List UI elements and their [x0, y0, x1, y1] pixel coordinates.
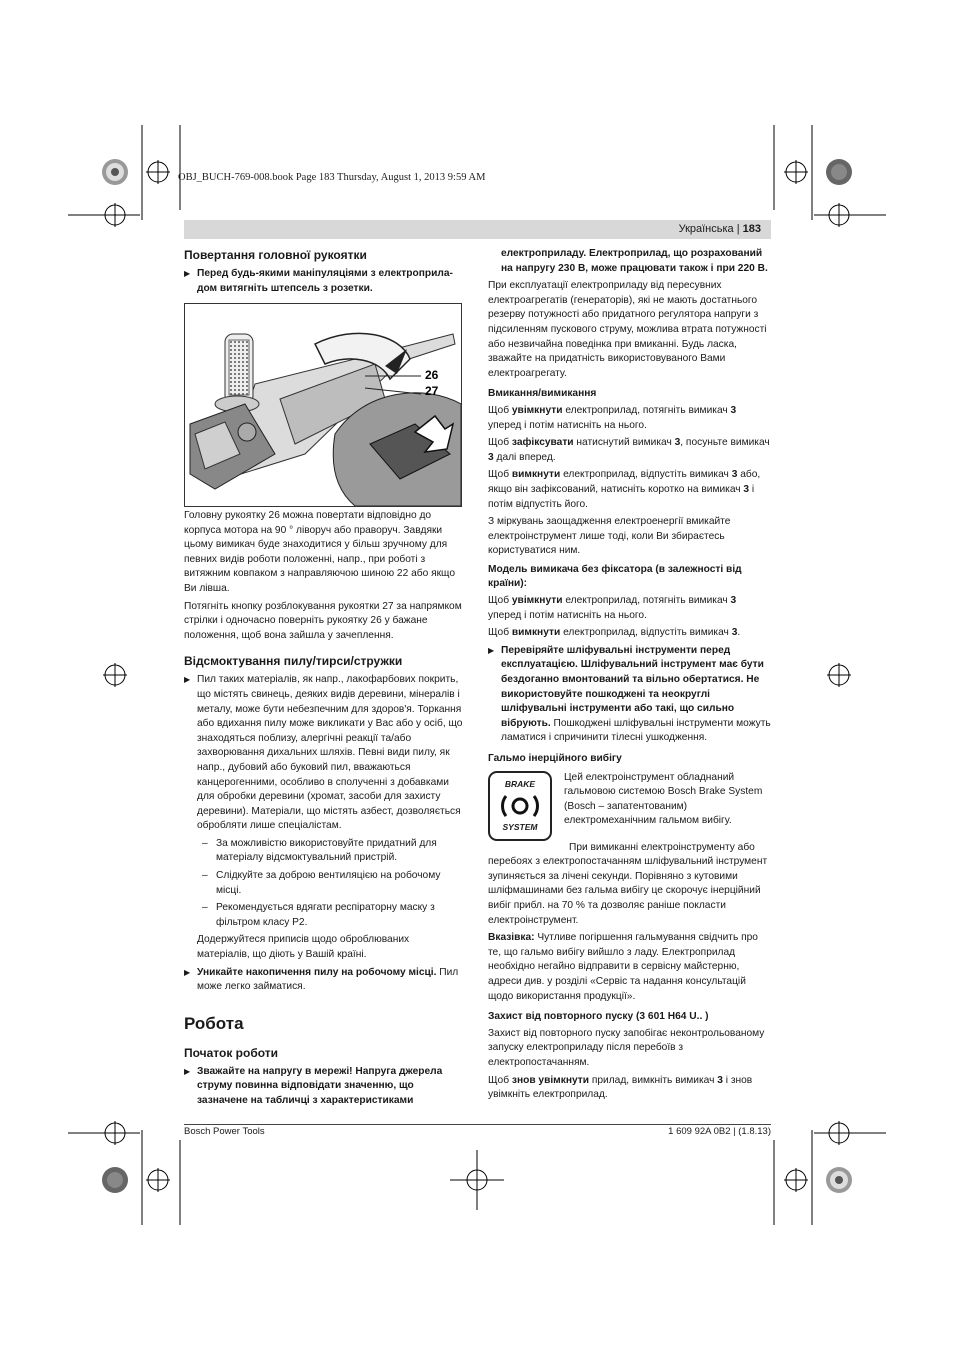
switch-on-text: Щоб увімкнути електроприлад, потягніть вимикач 3 уперед і потім натисніть на нього. — [488, 404, 737, 431]
restart-paragraph: Захист від повторного пуску запобігає неконтрольованому запуску електроприладу після перебоїв з електропостачанням. — [488, 1027, 765, 1068]
brake-system-logo — [488, 771, 552, 841]
heading-restart-protection: Захист від повторного пуску (3 601 H64 U.. ) — [488, 1011, 709, 1023]
heading-dust: Відсмоктування пилу/тирси/стружки — [184, 654, 403, 669]
page-header — [184, 220, 771, 239]
rotate-paragraph-2: Потягніть кнопку розблокування рукоятки 27 за напрямком стрілки і одночасно поверніть рукоятку 26 у бажане положення, щоб вона зайшла у зачеплення. — [184, 600, 462, 641]
label-27: 27 — [425, 384, 439, 398]
dust-accumulation-bold: Уникайте накопичення пилу на робочому місці. — [197, 966, 437, 978]
heading-switch: Вмикання/вимикання — [488, 388, 597, 400]
grinder-illustration — [185, 304, 461, 506]
brake-logo-top: BRAKE — [504, 778, 536, 789]
heading-operation: Робота — [184, 1013, 244, 1033]
brake-logo-bottom: SYSTEM — [502, 822, 538, 832]
footer-doc-code: 1 609 92A 0B2 | (1.8.13) — [668, 1126, 771, 1137]
dust-warning: ▶ Пил таких матеріалів, як напр., лакофарбових покрить, що містять свинець, деяких видів деревини, мінералів і металу, може бути небезпечним для здоров'я. Торкання або вдихання пилу може викликати у Вас або у осіб, що знаходяться поблизу, алергічні реакції та/або захворювання дихальних шляхів. Певні види пилу, як напр., дубовий або буковий пил, вважаються канцерогенними, особливо в сполученні з добавками для обробки деревини (хромат, засоби для захисту деревини). Матеріали, що містять азбест, дозволяється обробляти лише спеціалістам. — [184, 673, 464, 834]
left-column-body — [184, 509, 464, 1112]
heading-brake: Гальмо інерційного вибігу — [488, 753, 622, 764]
heading-start: Початок роботи — [184, 1045, 279, 1060]
check-tools-warning: ▶ Перевіряйте шліфувальні інструменти перед експлуатацією. Шліфувальний інструмент має бути бездоганно вмонтований та вільно обертатися. Не використовуйте пошкоджені та неокруглі шліфувальні інструменти або такі, що сильно вібрують. Пошкоджені шліфувальні інструменти можуть ламатися і спричинити тілесні ушкодження. — [488, 644, 772, 746]
footer-rule — [184, 1124, 771, 1125]
label-26: 26 — [425, 368, 439, 382]
brake-paragraph-2: При вимиканні електроінструменту або перебоях з електропостачанням шліфувальний інструмент зупиняється за лічені секунди. Порівняно з кутовими шліфмашинами без гальма вибігу це скорочує інерційний вибіг прибл. на 70 % та дозволяє раніше покласти електроінструмент. — [488, 841, 768, 926]
voltage-continued: електроприладу. Електроприлад, що розрахований на напругу 230 В, може працювати також і при 220 В. — [501, 248, 768, 274]
switch-model-off: Щоб вимкнути електроприлад, відпустіть вимикач 3. — [488, 627, 741, 639]
heading-rotate-handle: Повертання головної рукоятки — [184, 248, 367, 262]
left-column — [184, 247, 462, 299]
brake-paragraph-1: Цей електроінструмент обладнаний гальмовою системою Bosch Brake System (Bosch – запатентованим) електромеханічним гальмом вибігу. — [564, 771, 763, 827]
dust-tip-3: – Рекомендується вдягати респіраторну маску з фільтром класу P2. — [184, 901, 464, 930]
brake-note: Вказівка: Чутливе погіршення гальмування свідчить про те, що гальмо вибігу вийшло з ладу. Електроприлад необхідно негайно відправити в сервісну майстерню, адреси див. у розділі «Сервіс та надання консультацій щодо використання продукції». — [488, 932, 758, 1002]
rotate-paragraph-1: Головну рукоятку 26 можна повертати відповідно до корпуса мотора на 90 ° ліворуч або праворуч. Завдяки цьому вимикач буде знаходитися у більш зручному для певних видів роботи положенні, напр., при роботі з витяжним ковпаком з направляючою шиною 22 або якщо Ви лівша. — [184, 510, 455, 594]
dust-regulations: Додержуйтеся приписів щодо оброблюваних матеріалів, що діють у Вашій країні. — [197, 934, 410, 961]
dust-accumulation-rest: Пил може легко займатися. — [197, 966, 459, 993]
header-text — [679, 220, 771, 239]
rotate-warning: ▶ Перед будь-якими маніпуляціями з електроприла-дом витягніть штепсель з розетки. — [184, 267, 462, 296]
restart-instructions: Щоб знов увімкнути прилад, вимкніть вимикач 3 і знов увімкніть електроприлад. — [488, 1074, 753, 1101]
generator-paragraph: При експлуатації електроприладу від пересувних електроагрегатів (генераторів), які не мають достатнього резерву потужності або придатного регулятора напруги з підсиленням пускового струму, можлива втрата потужності або незвичайна поведінка при вмиканні. Будь ласка, зважайте на придатність використовуваного Вами електроагрегату. — [488, 280, 767, 379]
book-meta-line: OBJ_BUCH-769-008.book Page 183 Thursday, August 1, 2013 9:59 AM — [178, 172, 486, 183]
switch-model-on: Щоб увімкнути електроприлад, потягніть вимикач 3 уперед і потім натисніть на нього. — [488, 595, 737, 621]
header-language: Українська — [678, 223, 734, 235]
dust-accumulation-warning — [184, 966, 464, 995]
header-separator: | — [736, 223, 740, 235]
switch-lock-text: Щоб зафіксувати натиснутий вимикач 3, посуньте вимикач 3 далі вперед. — [488, 437, 770, 463]
dust-tip-2: – Слідкуйте за доброю вентиляцією на робочому місці. — [184, 869, 464, 898]
switch-off-text: Щоб вимкнути електроприлад, відпустіть вимикач 3 або, якщо він зафіксований, натисніть коротко на вимикач 3 і потім відпустіть його. — [488, 469, 761, 510]
page-number: 183 — [742, 223, 761, 235]
dust-tip-1: – За можливістю використовуйте придатний для матеріалу відсмоктувальний пристрій. — [184, 837, 464, 866]
brake-circle-icon — [490, 791, 550, 821]
footer-brand: Bosch Power Tools — [184, 1126, 265, 1137]
handle-figure — [184, 303, 462, 507]
energy-saving-text: З міркувань заощадження електроенергії вмикайте електроінструмент лише тоді, коли Ви збираєтесь користуватися ним. — [488, 516, 731, 557]
voltage-warning: ▶ Зважайте на напругу в мережі! Напруга джерела струму повинна відповідати значенню, що зазначене на табличці з характеристиками — [184, 1065, 464, 1109]
heading-switch-model: Модель вимикача без фіксатора (в залежності від країни): — [488, 563, 742, 590]
brake-section — [488, 771, 772, 841]
right-column — [488, 247, 772, 1106]
